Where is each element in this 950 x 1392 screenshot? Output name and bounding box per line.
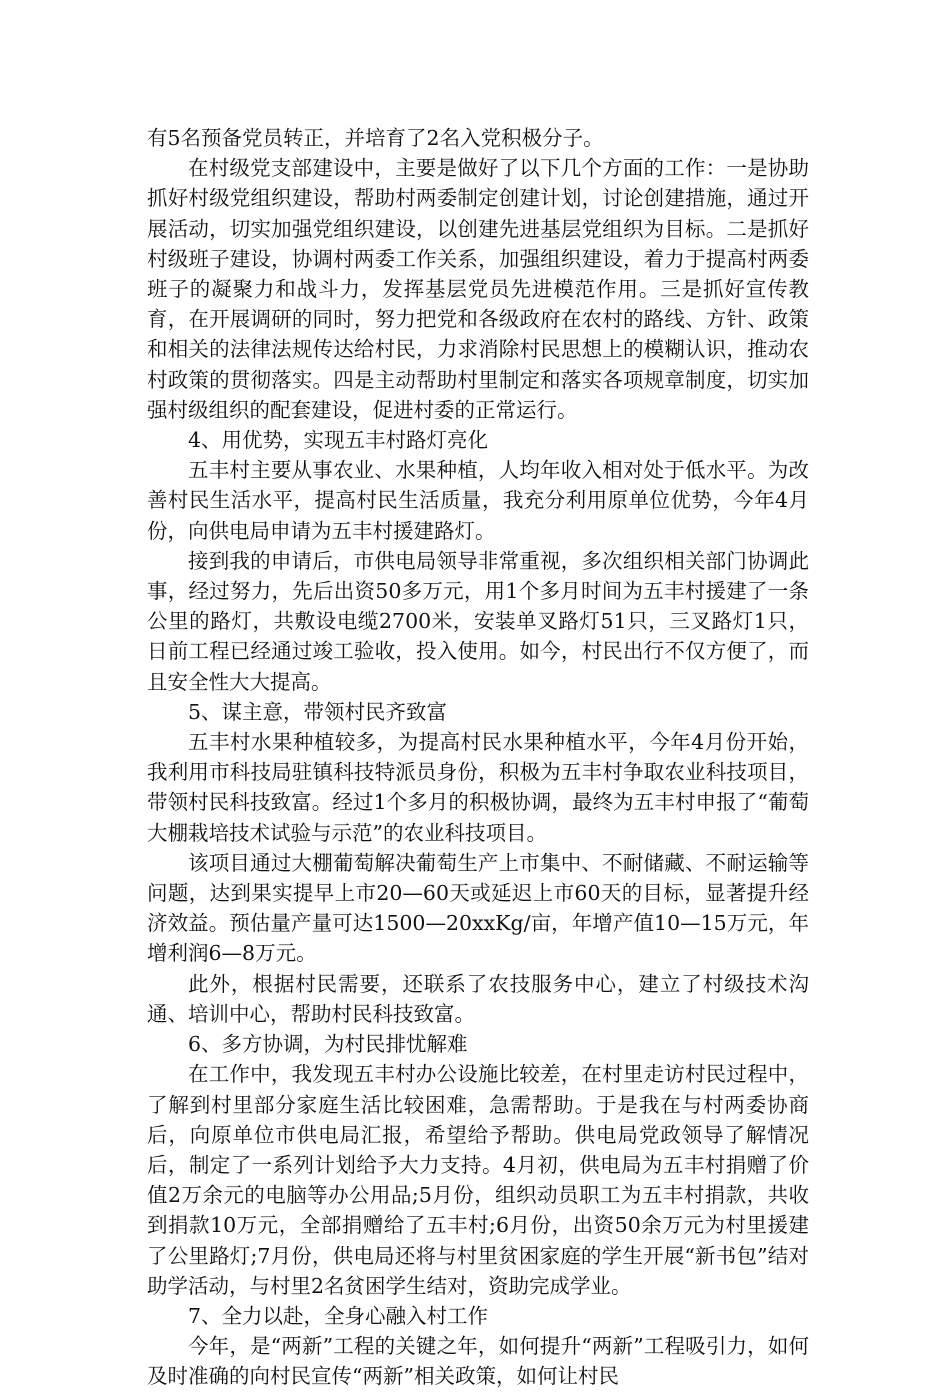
section-heading-7: 7、全力以赴，全身心融入村工作 <box>188 1303 489 1328</box>
continuation-paragraph: 有5名预备党员转正，并培育了2名入党积极分子。 <box>147 126 604 150</box>
body-paragraph-streetlight-intro: 五丰村主要从事农业、水果种植，人均年收入相对处于低水平。为改善村民生活水平，提高村民生活质量，我充分利用原单位优势，今年4月份，向供电局申请为五丰村援建路灯。 <box>147 458 809 543</box>
body-paragraph-two-new: 今年，是“两新”工程的关键之年，如何提升“两新”工程吸引力，如何及时准确的向村民宣传“两新”相关政策，如何让村民 <box>147 1334 809 1389</box>
body-paragraph-streetlight-result: 接到我的申请后，市供电局领导非常重视，多次组织相关部门协调此事，经过努力，先后出资50多万元，用1个多月时间为五丰村援建了一条公里的路灯，共敷设电缆2700米，安装单叉路灯51只，三叉路灯1只，日前工程已经通过竣工验收，投入使用。如今，村民出行不仅方便了，而且安全性大大提高。 <box>147 548 809 694</box>
section-heading-4: 4、用优势，实现五丰村路灯亮化 <box>188 428 489 453</box>
body-paragraph-grape-benefits: 该项目通过大棚葡萄解决葡萄生产上市集中、不耐储藏、不耐运输等问题，达到果实提早上市20—60天或延迟上市60天的目标，显著提升经济效益。预估量产量可达1500—20xxKg/亩，年增产值10—15万元，年增利润6—8万元。 <box>147 850 809 966</box>
document-page <box>147 123 809 1392</box>
body-paragraph-training-center: 此外，根据村民需要，还联系了农技服务中心，建立了村级技术沟通、培训中心，帮助村民科技致富。 <box>147 971 809 1026</box>
body-paragraph-coordination: 在工作中，我发现五丰村办公设施比较差，在村里走访村民过程中，了解到村里部分家庭生活比较困难，急需帮助。于是我在与村两委协商后，向原单位市供电局汇报，希望给予帮助。供电局党政领导了解情况后，制定了一系列计划给予大力支持。4月初，供电局为五丰村捐赠了价值2万余元的电脑等办公用品;5月份，组织动员职工为五丰村捐款，共收到捐款10万元，全部捐赠给了五丰村;6月份，出资50余万元为村里援建了公里路灯;7月份，供电局还将与村里贫困家庭的学生开展“新书包”结对助学活动，与村里2名贫困学生结对，资助完成学业。 <box>147 1062 809 1298</box>
body-paragraph-party-branch: 在村级党支部建设中，主要是做好了以下几个方面的工作：一是协助抓好村级党组织建设，帮助村两委制定创建计划，讨论创建措施，通过开展活动，切实加强党组织建设，以创建先进基层党组织为目标。二是抓好村级班子建设，协调村两委工作关系，加强组织建设，着力于提高村两委班子的凝聚力和战斗力，发挥基层党员先进模范作用。三是抓好宣传教育，在开展调研的同时，努力把党和各级政府在农村的路线、方针、政策和相关的法律法规传达给村民，力求消除村民思想上的模糊认识，推动农村政策的贯彻落实。四是主动帮助村里制定和落实各项规章制度，切实加强村级组织的配套建设，促进村委的正常运行。 <box>147 156 809 422</box>
section-heading-5: 5、谋主意，带领村民齐致富 <box>188 699 448 724</box>
body-paragraph-fruit-project: 五丰村水果种植较多，为提高村民水果种植水平，今年4月份开始，我利用市科技局驻镇科技特派员身份，积极为五丰村争取农业科技项目，带领村民科技致富。经过1个多月的积极协调，最终为五丰村申报了“葡萄大棚栽培技术试验与示范”的农业科技项目。 <box>147 730 809 845</box>
section-heading-6: 6、多方协调，为村民排忧解难 <box>188 1032 468 1057</box>
